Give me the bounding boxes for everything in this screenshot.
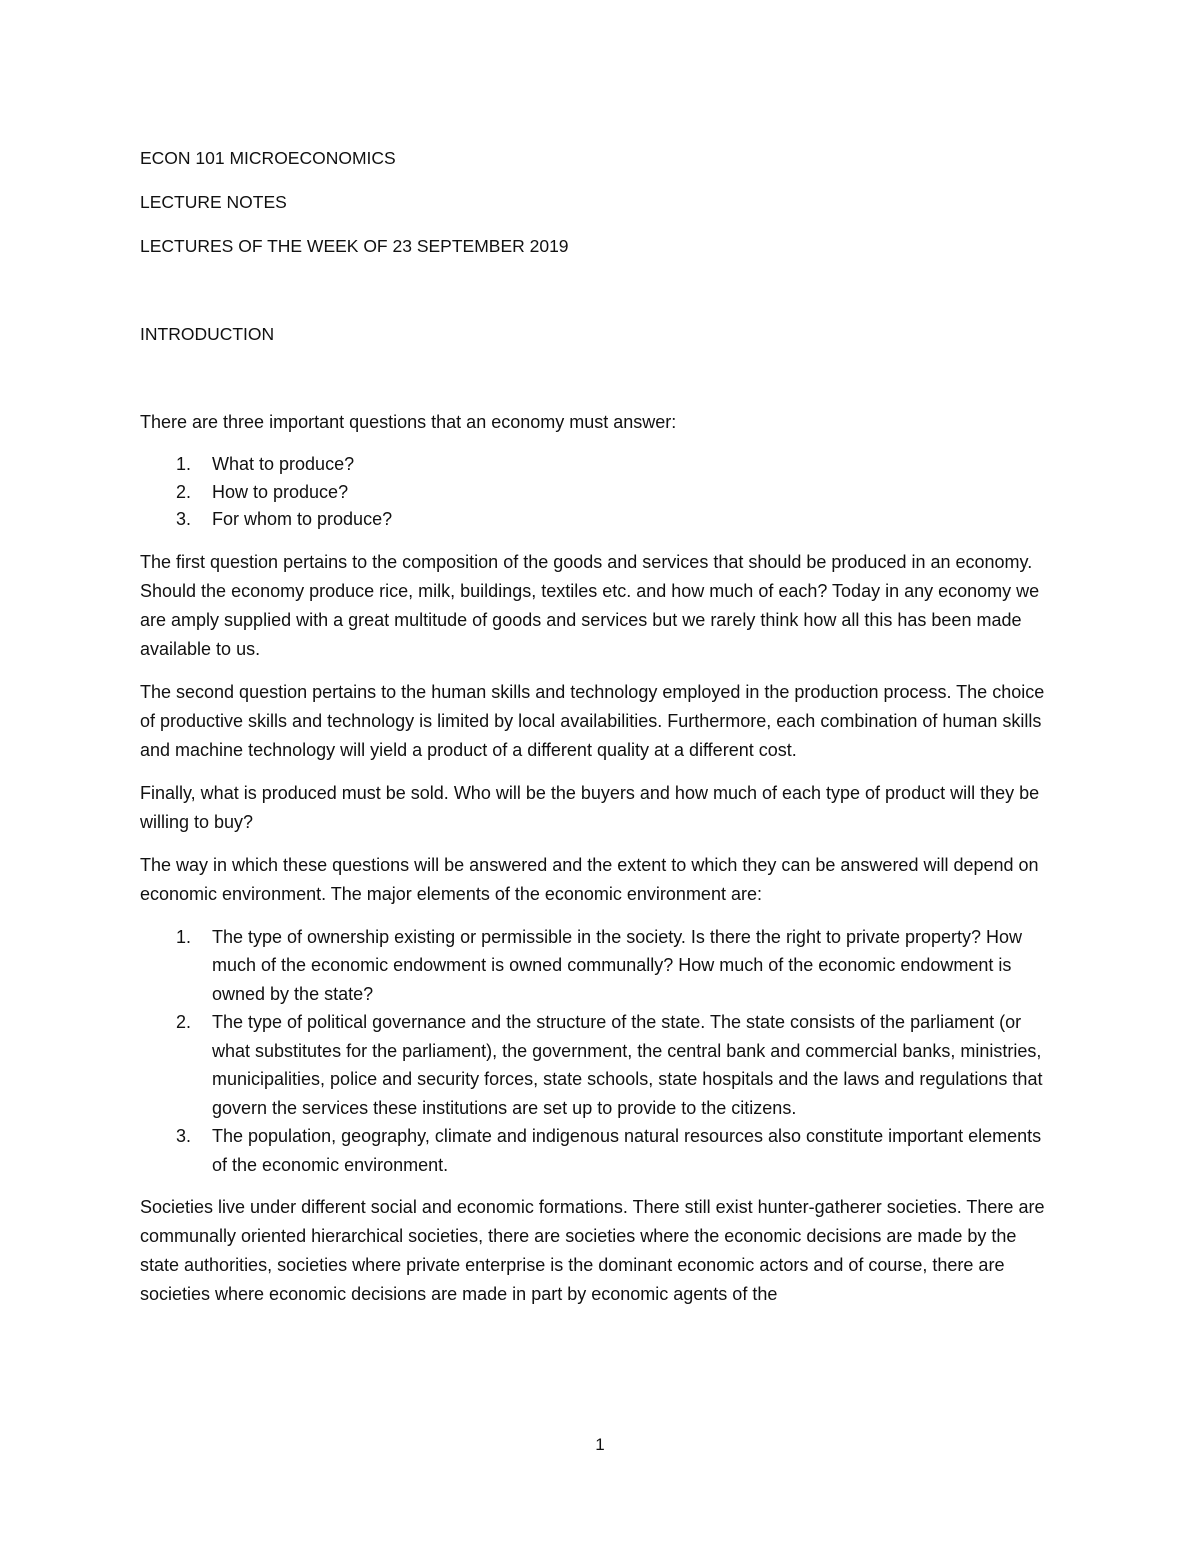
paragraph-how-to-produce: The second question pertains to the human skills and technology employed in the production process. The choice of productive skills and technology is limited by local availabilities. Furthermore, each combination of human skills and machine technology will yield a product of a different quality at a different cost. bbox=[140, 681, 1045, 760]
lecture-week: LECTURES OF THE WEEK OF 23 SEPTEMBER 2019 bbox=[140, 236, 569, 256]
paragraph-what-to-produce: The first question pertains to the composition of the goods and services that should be produced in an economy. Should the economy produce rice, milk, buildings, textiles etc. and how much of each? Today in any economy we are amply supplied with a great multitude of goods and services but we rarely think how all this has been made available to us. bbox=[140, 551, 1040, 659]
environment-elements-list bbox=[140, 923, 1060, 1180]
body-text bbox=[140, 408, 1060, 1323]
list-text: What to produce? bbox=[212, 454, 355, 474]
list-text: The population, geography, climate and indigenous natural resources also constitute important elements of the economic environment. bbox=[212, 1126, 1042, 1175]
section-heading: INTRODUCTION bbox=[140, 324, 275, 344]
list-item bbox=[140, 506, 1060, 534]
document-type: LECTURE NOTES bbox=[140, 192, 287, 212]
course-title: ECON 101 MICROECONOMICS bbox=[140, 148, 396, 168]
paragraph-societies: Societies live under different social and economic formations. There still exist hunter-gatherer societies. There are communally oriented hierarchical societies, there are societies where the economic decisions are made by the state authorities, societies where private enterprise is the dominant economic actors and of course, there are societies where economic decisions are made in part by economic agents of the bbox=[140, 1197, 1045, 1304]
questions-list bbox=[140, 451, 1060, 534]
list-number: 1. bbox=[176, 926, 192, 947]
list-text: The type of political governance and the structure of the state. The state consists of the parliament (or what substitutes for the parliament), the government, the central bank and commercial banks, ministries, municipalities, police and security forces, state schools, state hospitals and the laws and regulations that govern the services these institutions are set up to provide to the citizens. bbox=[212, 1012, 1043, 1118]
page-number: 1 bbox=[595, 1435, 605, 1454]
paragraph-economic-environment: The way in which these questions will be answered and the extent to which they can be answered will depend on economic environment. The major elements of the economic environment are: bbox=[140, 854, 1039, 904]
paragraph-for-whom: Finally, what is produced must be sold. Who will be the buyers and how much of each type of product will they be willing to buy? bbox=[140, 782, 1040, 832]
list-number: 3. bbox=[176, 509, 192, 529]
list-item bbox=[140, 1122, 1060, 1179]
list-number: 2. bbox=[176, 1012, 192, 1032]
list-item bbox=[140, 923, 1060, 1009]
list-text: For whom to produce? bbox=[212, 509, 393, 529]
list-item bbox=[140, 479, 1060, 507]
intro-paragraph: There are three important questions that an economy must answer: bbox=[140, 412, 677, 432]
list-number: 1. bbox=[176, 454, 192, 474]
list-number: 2. bbox=[176, 481, 192, 502]
list-text: The type of ownership existing or permissible in the society. Is there the right to private property? How much of the economic endowment is owned communally? How much of the economic endowment is owned by the state? bbox=[212, 926, 1023, 1004]
list-number: 3. bbox=[176, 1126, 192, 1146]
list-text: How to produce? bbox=[212, 481, 349, 502]
list-item bbox=[140, 1008, 1060, 1122]
list-item bbox=[140, 451, 1060, 479]
